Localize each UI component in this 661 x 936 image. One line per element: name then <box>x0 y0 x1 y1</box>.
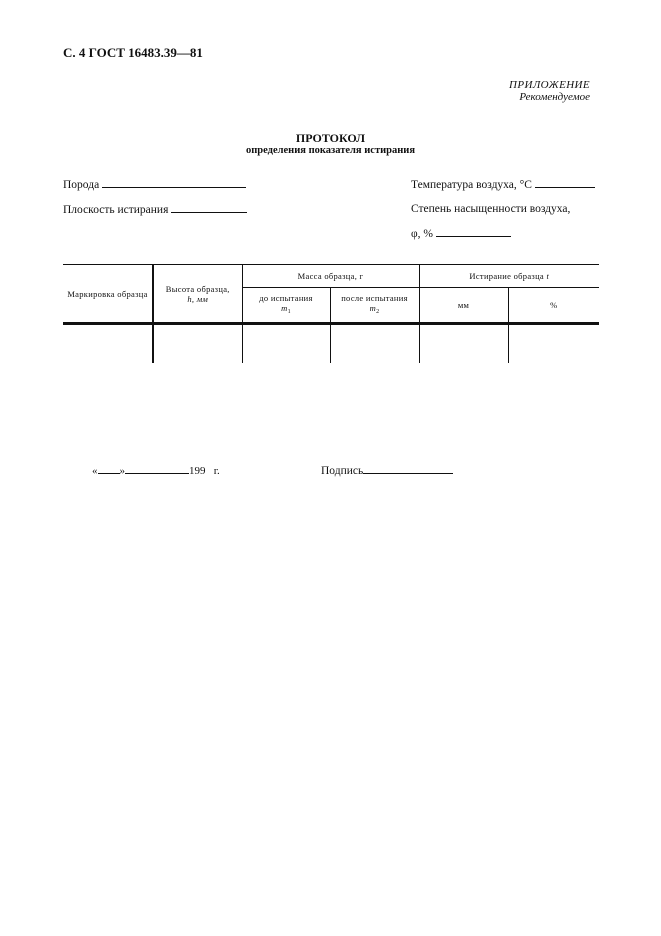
protocol-title-sub: определения показателя истирания <box>245 145 416 156</box>
footer-date <box>92 464 220 477</box>
table-cell[interactable] <box>63 324 153 364</box>
header-height <box>153 265 242 324</box>
signature-blank[interactable] <box>363 464 453 474</box>
field-phi-blank[interactable] <box>436 227 511 237</box>
header-mass-after-label: после испытания <box>341 293 408 303</box>
header-marking <box>63 265 153 324</box>
field-air-saturation-label: Степень насыщенности воздуха, <box>411 203 571 215</box>
date-close-quote: » <box>119 465 125 477</box>
field-phi <box>411 227 511 240</box>
field-rock-blank[interactable] <box>102 178 246 188</box>
header-abrasion-group-label: Истирание образца <box>469 271 544 281</box>
header-abrasion-symbol: t <box>546 271 550 281</box>
field-phi-label: φ, % <box>411 228 433 240</box>
field-rock-label: Порода <box>63 179 100 191</box>
header-mass-group-label: Масса образца, г <box>297 271 364 281</box>
table-cell[interactable] <box>330 324 419 364</box>
appendix-label <box>509 79 590 103</box>
table-cell[interactable] <box>508 324 599 364</box>
header-marking-label: Маркировка образца <box>67 288 148 299</box>
header-abrasion-mm <box>419 288 508 324</box>
date-year: 199 <box>189 465 206 477</box>
footer-signature <box>321 464 453 477</box>
field-abrasion-plane-blank[interactable] <box>171 203 247 213</box>
header-mass-after <box>330 288 419 324</box>
field-air-temp-label: Температура воздуха, °С <box>411 179 532 191</box>
field-air-temp <box>411 178 595 191</box>
appendix-status: Рекомендуемое <box>519 91 590 103</box>
appendix-title: ПРИЛОЖЕНИЕ <box>509 79 590 91</box>
date-year-suffix: г. <box>213 465 220 477</box>
header-height-label: Высота образца, <box>165 283 230 294</box>
page-header: С. 4 ГОСТ 16483.39—81 <box>63 45 203 60</box>
field-air-temp-blank[interactable] <box>535 178 595 188</box>
header-abrasion-group <box>419 265 599 288</box>
date-day-blank[interactable] <box>98 464 120 474</box>
signature-label: Подпись <box>321 465 364 477</box>
header-mass-before-label: до испытания <box>259 293 313 303</box>
header-mass-group <box>242 265 419 288</box>
protocol-title <box>0 132 661 157</box>
date-month-blank[interactable] <box>125 464 189 474</box>
header-abrasion-pct-label: % <box>550 300 558 310</box>
header-mass-after-symbol: m <box>369 303 377 313</box>
protocol-table-wrap <box>63 264 599 364</box>
header-height-unit: h, мм <box>187 293 209 304</box>
table-cell[interactable] <box>153 324 242 364</box>
field-abrasion-plane <box>63 203 247 216</box>
protocol-title-main: ПРОТОКОЛ <box>295 131 366 145</box>
table-cell[interactable] <box>419 324 508 364</box>
header-mass-before-index: 1 <box>287 309 291 315</box>
field-abrasion-plane-label: Плоскость истирания <box>63 204 169 216</box>
header-abrasion-mm-label: мм <box>457 300 470 310</box>
header-abrasion-pct <box>508 288 599 324</box>
header-mass-after-index: 2 <box>376 309 380 315</box>
field-rock <box>63 178 246 191</box>
table-row <box>63 324 599 364</box>
protocol-table <box>63 264 599 363</box>
date-open-quote: « <box>92 465 98 477</box>
table-cell[interactable] <box>242 324 330 364</box>
header-mass-before <box>242 288 330 324</box>
header-mass-before-symbol: m <box>281 303 288 313</box>
